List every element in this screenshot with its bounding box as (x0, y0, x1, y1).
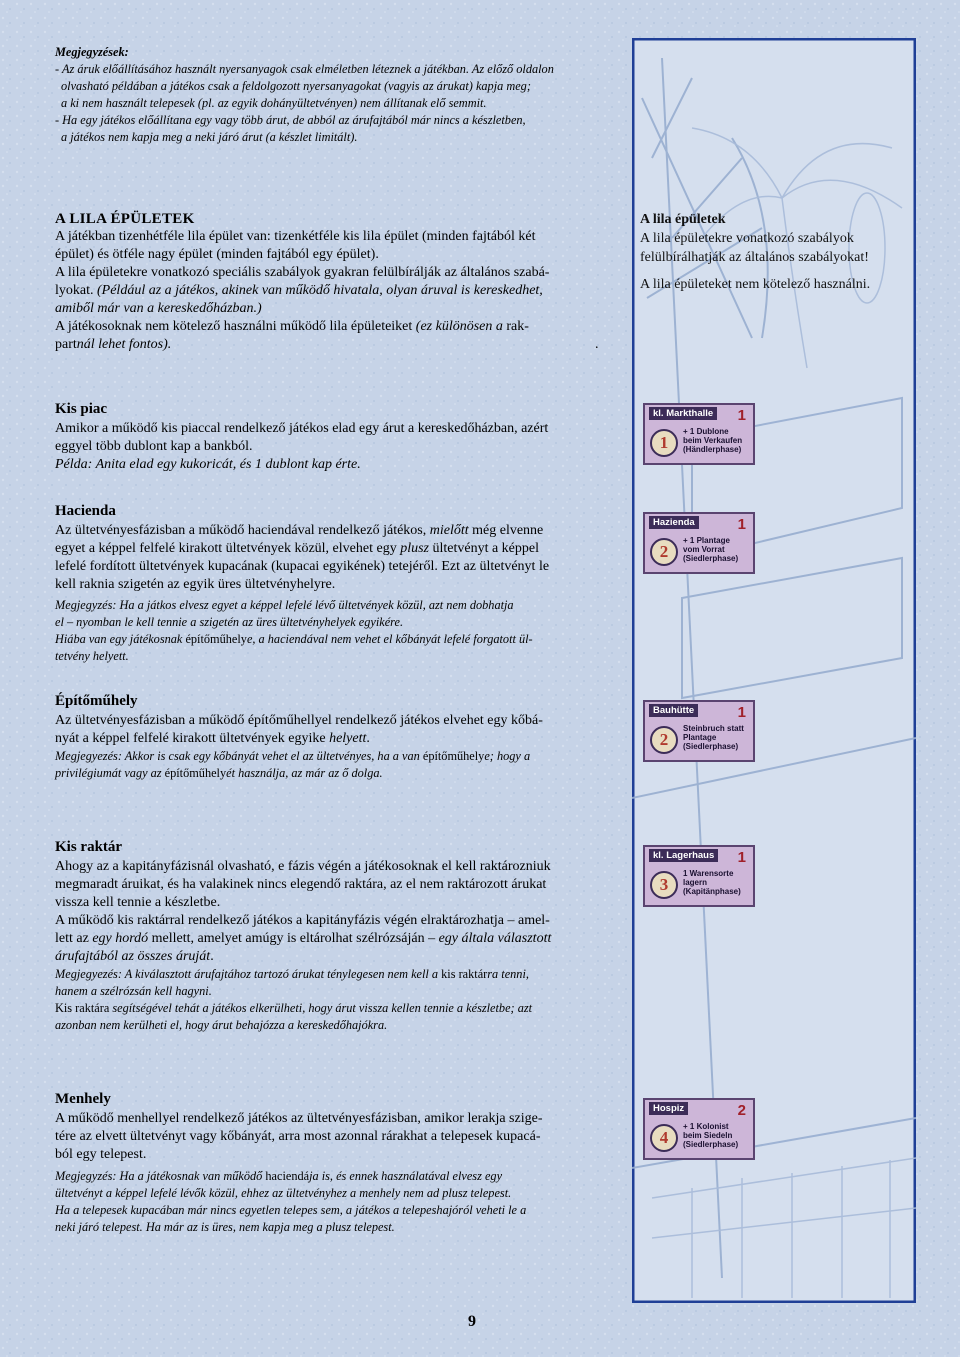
body-line: lefelé fordított ültetvények kupacának (kupacai egyikének) tetejéről. Ezt az ültetvényt le (55, 559, 550, 574)
note-line: neki járó telepest. Ha már az is üres, nem kapja meg a plusz telepest. (55, 1220, 395, 1234)
notes-line: olvasható példában a játékos csak a feldolgozott nyersanyagokat (vagyis az árukat) kapja meg; (61, 79, 531, 93)
building-card-small-market: kl. Markthalle 1 1 + 1 Dublone beim Verkaufen (Händlerphase) (643, 403, 755, 465)
intro-line: A játékban tizenhétféle lila épület van: tizenkétféle kis lila épület (minden fajtából két (55, 229, 536, 244)
building-card-workshop: Bauhütte 1 2 Steinbruch statt Plantage (Siedlerphase) (643, 700, 755, 762)
body-line: nyát a képpel felfelé kirakott ültetvények egyike helyett. (55, 731, 370, 746)
note-line: ültetvényt a képpel lefelé lévők közül, ehhez az ültetvényhez a menhely nem ad plusz telepest. (55, 1186, 512, 1200)
side-note-title: A lila épületek (640, 212, 726, 227)
section-title: Hacienda (55, 503, 116, 519)
body-line: tére az elvett ültetvényt vagy kőbányát, arra most azonnal rárakhat a telepesek kupacá- (55, 1129, 541, 1144)
body-line: egyet a képpel felfelé kirakott ültetvények közül, elvehet egy plusz ültetvényt a képpel (55, 541, 540, 556)
notes-heading: Megjegyzések: (55, 45, 129, 59)
body-line: megmaradt áruikat, és ha valakinek nincs elegendő raktára, az el nem raktározott árukat (55, 877, 547, 892)
page-number: 9 (468, 1313, 476, 1330)
body-line: Az ültetvényesfázisban a működő építőműhellyel rendelkező játékos elvehet egy kőbá- (55, 713, 543, 728)
section-title: Menhely (55, 1091, 111, 1107)
hacienda-section (55, 502, 627, 665)
note-line: privilégiumát vagy az építőműhelyét használja, az már az ő dolga. (55, 766, 383, 780)
body-line: kell raknia szigetén az egyik üres ültetvényhelyre. (55, 577, 336, 592)
side-note-line: A lila épületeket nem kötelező használni. (640, 277, 871, 292)
section-title: Kis piac (55, 401, 108, 417)
building-card-hacienda: Hazienda 1 2 + 1 Plantage vom Vorrat (Siedlerphase) (643, 512, 755, 574)
note-line: Hiába van egy játékosnak építőműhelye, a haciendával nem vehet el kőbányát lefelé forgatott ül- (55, 632, 533, 646)
note-line: Megjegyzés: Ha a játkos elvesz egyet a képpel lefelé lévő ültetvények közül, azt nem dobhatja (55, 598, 514, 612)
body-line: A működő menhellyel rendelkező játékos az ültetvényesfázisban, amikor lerakja szige- (55, 1111, 543, 1126)
example-line: Példa: Anita elad egy kukoricát, és 1 dublont kap érte. (55, 457, 361, 472)
body-line: vissza kell tennie a készletbe. (55, 895, 221, 910)
body-line: ból egy telepest. (55, 1147, 147, 1162)
body-line: lett az egy hordó mellett, amelyet amúgy is eltárolhat szélrózsáján – egy általa választott (55, 931, 552, 946)
section-title: Építőműhely (55, 693, 138, 709)
note-line: hanem a szélrózsán kell hagyni. (55, 984, 212, 998)
intro-line: A lila épületekre vonatkozó speciális szabályok gyakran felülbírálják az általános szabá- (55, 265, 550, 280)
building-card-hospice: Hospiz 2 4 + 1 Kolonist beim Siedeln (Siedlerphase) (643, 1098, 755, 1160)
note-line: azonban nem kerülheti el, hogy árut behajózza a kereskedőhajókra. (55, 1018, 388, 1032)
section-title: Kis raktár (55, 839, 123, 855)
note-line: Ha a telepesek kupacában már nincs egyetlen telepes sem, a játékos a telepeshajóról veheti le a (55, 1203, 527, 1217)
notes-line: - Az áruk előállításához használt nyersanyagok csak elméletben léteznek a játékban. Az előző oldalon (55, 62, 554, 76)
note-line: Megjegyezés: A kiválasztott árufajtához tartozó árukat ténylegesen nem kell a kis raktárra tenni, (55, 967, 529, 981)
notes-line: - Ha egy játékos előállítana egy vagy több árut, de abból az árufajtából már nincs a készletben, (55, 113, 526, 127)
body-line: Az ültetvényesfázisban a működő haciendával rendelkező játékos, mielőtt még elvenne (55, 523, 544, 538)
purple-buildings-intro (55, 210, 627, 354)
intro-line: amiből már van a kereskedőházban.) (55, 301, 262, 316)
hospice-section (55, 1090, 627, 1236)
side-note-line: felülbírálhatják az általános szabályokat! (640, 250, 869, 265)
intro-line: épület) és ötféle nagy épület (minden fajtából egy épület). (55, 247, 379, 262)
intro-line: lyokat. (Például az a játékos, akinek van működő hivatala, olyan áruval is kereskedhet, (55, 283, 543, 298)
intro-line: partnál lehet fontos). . (55, 337, 599, 352)
body-line: Amikor a működő kis piaccal rendelkező játékos elad egy árut a kereskedőházban, azért (55, 421, 549, 436)
notes-line: a ki nem használt telepesek (pl. az egyik dohányültetvényen) nem állítanak elő semmit. (61, 96, 487, 110)
notes-section (55, 44, 627, 146)
note-line: el – nyomban le kell tennie a szigetén az üres ültetvényhelyek egyikére. (55, 615, 404, 629)
side-note-line: A lila épületekre vonatkozó szabályok (640, 231, 854, 246)
note-line: Megjegyezés: Akkor is csak egy kőbányát vehet el az ültetvényes, ha a van építőműhelye; hogy a (55, 749, 531, 763)
intro-line: A játékosoknak nem kötelező használni működő lila épületeiket (ez különösen a rak- (55, 319, 529, 334)
section-title: A LILA ÉPÜLETEK (55, 211, 195, 227)
small-warehouse-section (55, 838, 627, 1034)
notes-line: a játékos nem kapja meg a neki járó árut (a készlet limitált). (61, 130, 358, 144)
note-line: tetvény helyett. (55, 649, 129, 663)
body-line: eggyel több dublont kap a bankból. (55, 439, 253, 454)
small-market-section (55, 400, 627, 474)
body-line: árufajtából az összes áruját. (55, 949, 214, 964)
building-card-small-warehouse: kl. Lagerhaus 1 3 1 Warensorte lagern (Kapitänphase) (643, 845, 755, 907)
note-line: Megjegyzés: Ha a játékosnak van működő haciendája is, és ennek használatával elvesz egy (55, 1169, 503, 1183)
side-note (640, 210, 910, 294)
note-line: Kis raktára segítségével tehát a játékos elkerülheti, hogy árut vissza kellen tennie a készletbe; azt (55, 1001, 533, 1015)
body-line: Ahogy az a kapitányfázisnál olvasható, e fázis végén a játékosoknak el kell raktározniuk (55, 859, 551, 874)
workshop-section (55, 692, 627, 782)
body-line: A működő kis raktárral rendelkező játékos a kapitányfázis végén elraktározhatja – amel- (55, 913, 550, 928)
